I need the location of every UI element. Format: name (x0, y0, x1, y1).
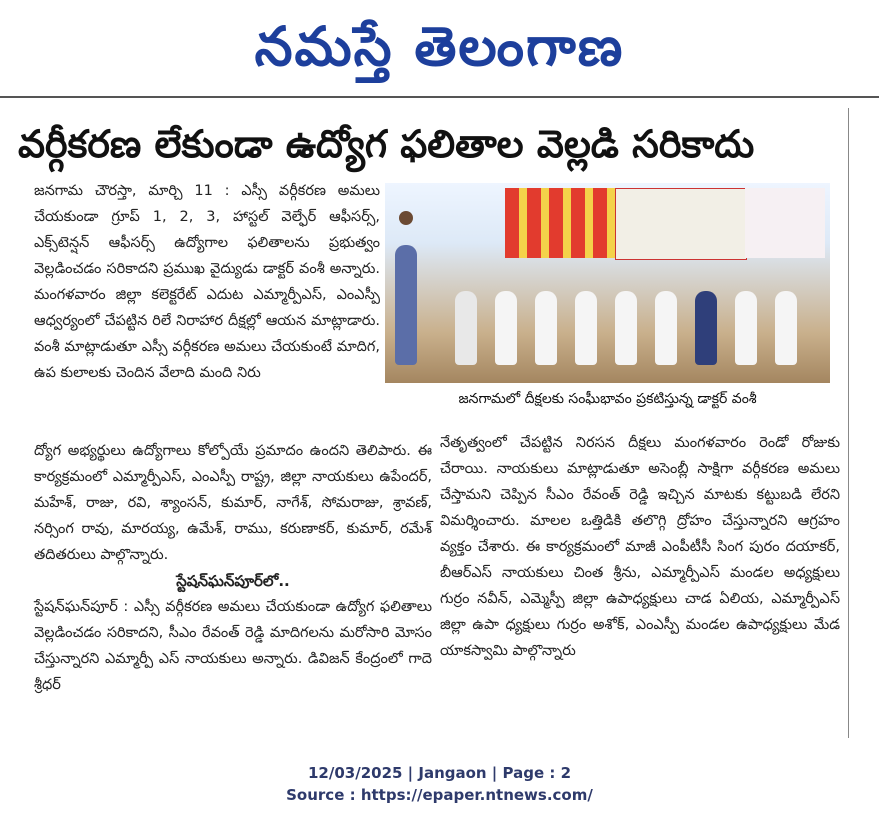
article-paragraph-intro: జనగామ చౌరస్తా, మార్చి 11 : ఎస్సీ వర్గీకరణ అమలు చేయకుండా గ్రూప్ 1, 2, 3, హాస్టల్ వెల్ఫేర్ ఆఫీసర్స్, ఎక్స్‌టెన్షన్ ఆఫీసర్స్ ఉద్యోగాల ఫలితాలను ప్రభుత్వం వెల్లడించడం సరికాదని ప్రముఖ వైద్యుడు డాక్టర్ వంశీ అన్నారు. మంగళవారం జిల్లా కలెక్టరేట్ ఎదుట ఎమ్మార్పీఎస్, ఎంఎస్పీ ఆధ్వర్యంలో చేపట్టిన రిలే నిరాహార దీక్షల్లో ఆయన మాట్లాడారు. వంశీ మాట్లాడుతూ ఎస్సీ వర్గీకరణ అమలు చేయకుంటే మాదిగ, ఉప కులాలకు చెందిన వేలాది మంది నిరు (34, 183, 380, 381)
photo-person-head (399, 211, 413, 225)
article-subheading: స్టేషన్‌ఘన్‌పూర్‌లో.. (176, 572, 290, 590)
footer-date-edition: 12/03/2025 | Jangaon | Page : 2 (307, 764, 572, 782)
photo-person (775, 291, 797, 365)
article-paragraph-continued: నేతృత్వంలో చేపట్టిన నిరసన దీక్షలు మంగళవారం రెండో రోజుకు చేరాయి. నాయకులు మాట్లాడుతూ అసెంబ్లీ సాక్షిగా వర్గీకరణ అమలు చేస్తామని చెప్పిన సీఎం రేవంత్ రెడ్డి ఇచ్చిన మాటకు కట్టుబడి లేరని విమర్శించారు. మాలల ఒత్తిడికి తలొగ్గి ద్రోహం చేస్తున్నారని ఆగ్రహం వ్యక్తం చేశారు. ఈ కార్యక్రమంలో మాజీ ఎంపీటీసీ సింగ పురం దయాకర్, బీఆర్ఎస్ నాయకులు చింత శ్రీను, ఎమ్మార్పీఎస్ మండల అధ్యక్షులు గుర్రం నవీన్, ఎమ్మెస్పీ జిల్లా ఉపాధ్యక్షులు చాడ ఏలియ, ఎమ్మార్పీఎస్ జిల్లా ఉపా ధ్యక్షులు గుర్రం అశోక్, ఎంఎస్పీ మండల ఉపాధ్యక్షులు మేడ యాకస్వామి పాల్గొన్నారు (440, 435, 840, 659)
header-divider (0, 96, 879, 98)
photo-person (655, 291, 677, 365)
article-column-2 (440, 430, 840, 664)
photo-person (535, 291, 557, 365)
photo-banner-flex (745, 188, 825, 258)
article-column-1-top (34, 178, 380, 386)
photo-person (575, 291, 597, 365)
photo-person (495, 291, 517, 365)
footer-source-link[interactable]: Source : https://epaper.ntnews.com/ (286, 786, 593, 804)
page-footer (0, 762, 879, 806)
photo-person (695, 291, 717, 365)
photo-person-standing (395, 245, 417, 365)
article-photo (385, 183, 830, 383)
photo-person (455, 291, 477, 365)
photo-banner-decoration (505, 188, 615, 258)
photo-banner-poster (615, 188, 747, 260)
masthead (0, 0, 879, 92)
article-column-1-bottom (34, 438, 432, 698)
column-divider (848, 108, 849, 738)
newspaper-logo-title: నమస్తే తెలంగాణ (254, 14, 625, 78)
article-paragraph-participants: ద్యోగ అభ్యర్థులు ఉద్యోగాలు కోల్పోయే ప్రమాదం ఉందని తెలిపారు. ఈ కార్యక్రమంలో ఎమ్మార్పీఎస్, ఎంఎస్పీ రాష్ట్ర, జిల్లా నాయకులు ఉపేందర్, మహేశ్, రాజు, రవి, శ్యాంసన్, కుమార్, నాగేశ్, సోమరాజు, శ్రావణ్, నర్సింగ రావు, మారయ్య, ఉమేశ్, రాము, కరుణాకర్, కుమార్, రమేశ్ తదితరులు పాల్గొన్నారు. (34, 443, 432, 563)
article-headline: వర్గీకరణ లేకుండా ఉద్యోగ ఫలితాల వెల్లడి సరికాదు (18, 122, 755, 166)
article-paragraph-station-ghanpur: స్టేషన్‌ఘన్‌పూర్ : ఎస్సీ వర్గీకరణ అమలు చేయకుండా ఉద్యోగ ఫలితాలు వెల్లడించడం సరికాదని, సీఎం రేవంత్ రెడ్డి మాదిగలను మరోసారి మోసం చేస్తున్నారని ఎమ్మార్పీ ఎస్ నాయకులు అన్నారు. డివిజన్ కేంద్రంలో గాదె శ్రీధర్ (34, 599, 432, 693)
photo-person (615, 291, 637, 365)
photo-caption: జనగామలో దీక్షలకు సంఘీభావం ప్రకటిస్తున్న డాక్టర్ వంశీ (385, 385, 830, 413)
photo-person (735, 291, 757, 365)
